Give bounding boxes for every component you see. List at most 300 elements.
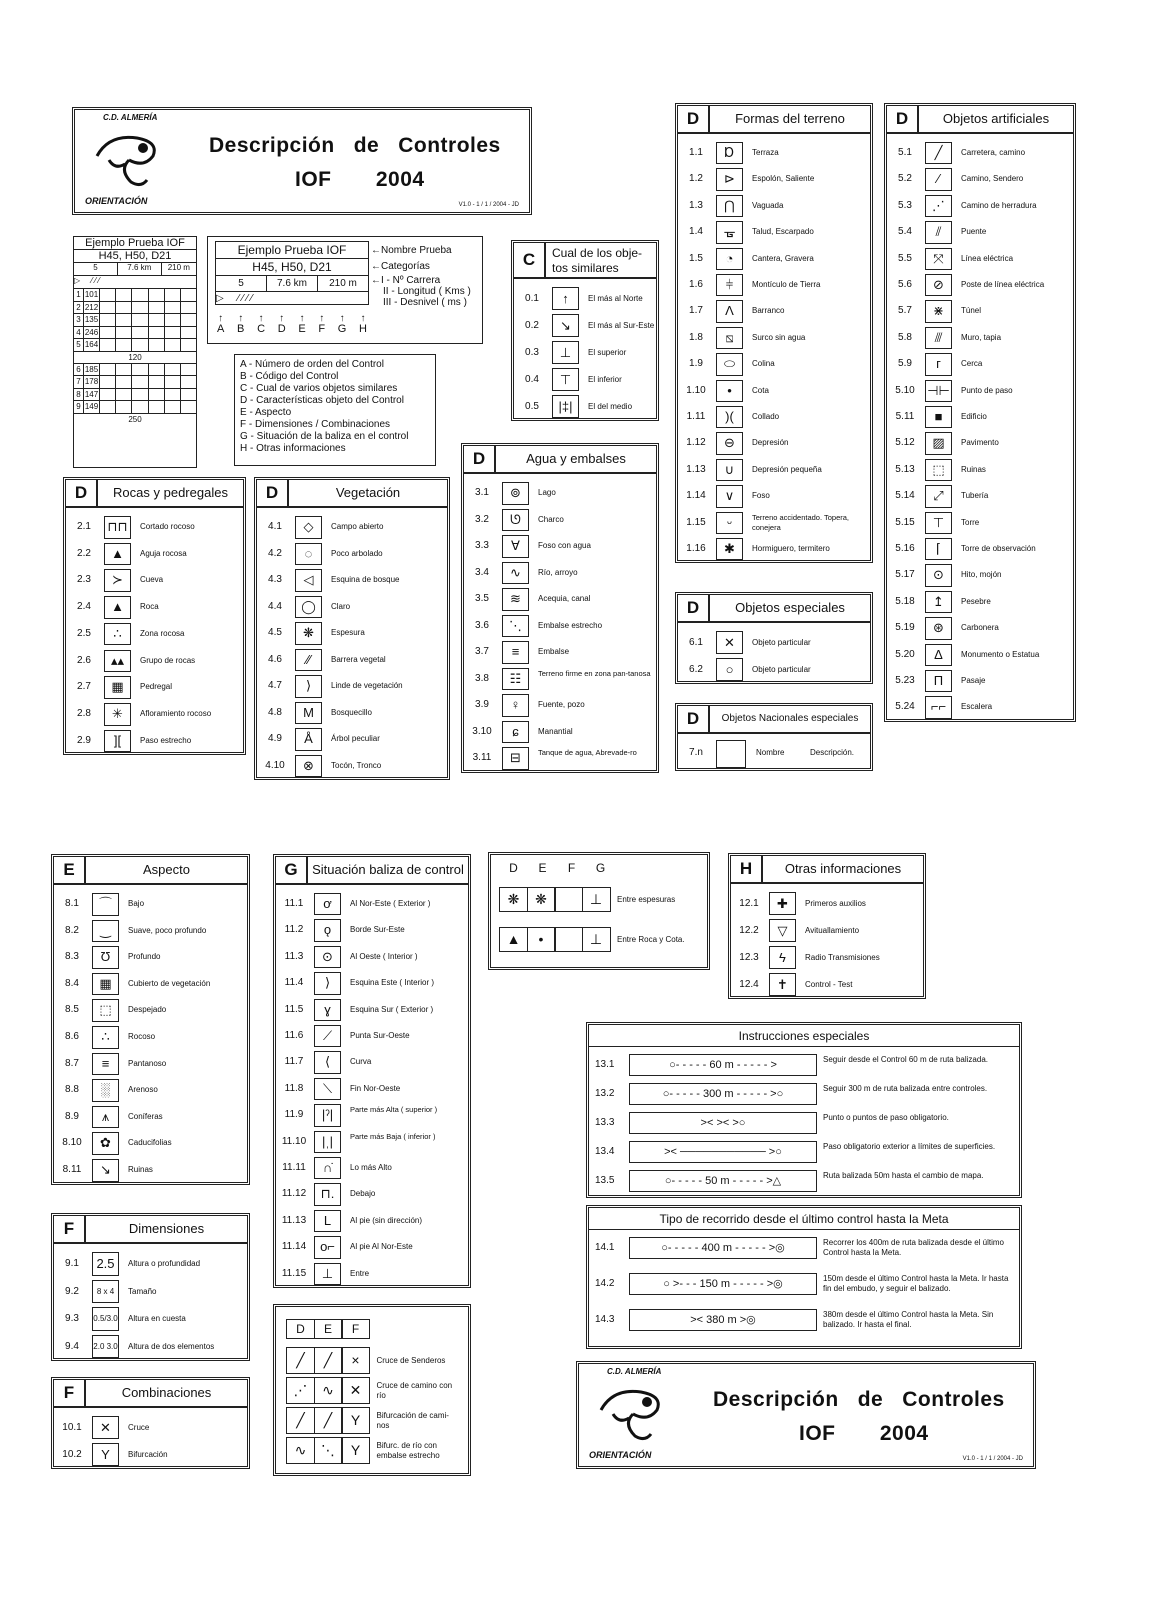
symbol-row [54, 1250, 247, 1278]
symbol-label: Talud, Escarpado [752, 227, 814, 237]
symbol-row [276, 1234, 468, 1260]
instruction-code: 13.3 [595, 1117, 615, 1128]
symbol-label: Río, arroyo [538, 567, 578, 577]
symbol-label: Camino de herradura [961, 200, 1037, 210]
symbol-row [514, 312, 656, 339]
symbol-icon: ✳ [104, 703, 131, 726]
symbol-code: 8.10 [62, 1137, 82, 1149]
example-row: 9 149 [74, 401, 196, 414]
symbol-label: Foso [752, 491, 770, 501]
combo-label: Bifurc. de río con embalse estrecho [376, 1440, 440, 1460]
combo-row [286, 1377, 457, 1404]
panel-title: Vegetación [335, 485, 401, 500]
symbol-row [464, 560, 656, 587]
symbol-row [678, 404, 870, 430]
symbol-label: Parte más Alta ( superior ) [350, 1105, 438, 1115]
panel-header [678, 595, 870, 623]
symbol-icon: ≻ [104, 569, 131, 592]
symbol-row [54, 1414, 247, 1441]
panel-vegetacion [254, 477, 450, 780]
symbol-row [887, 589, 1073, 615]
symbol-code: 6.2 [689, 664, 703, 675]
taped-route-row: 120 [74, 352, 196, 364]
symbol-row [54, 918, 247, 945]
symbol-code: 10.1 [62, 1422, 82, 1433]
symbol-label: Cantera, Gravera [752, 253, 814, 263]
symbol-icon: 8 x 4 [92, 1280, 119, 1304]
symbol-label: Objeto particular [752, 638, 811, 647]
symbol-label: Altura de dos elementos [128, 1341, 215, 1351]
instruction-label: Seguir 300 m de ruta balizada entre controles. [823, 1084, 988, 1093]
symbol-code: 8.4 [65, 977, 79, 989]
combo-cell: ╱ [314, 1407, 343, 1434]
symbol-label: Bosquecillo [331, 707, 372, 717]
symbol-code: 1.9 [689, 358, 703, 370]
symbol-code: 4.9 [268, 733, 282, 744]
instruction-row [593, 1140, 1015, 1164]
symbol-label: Aguja rocosa [140, 548, 187, 558]
column-letter: D [887, 106, 919, 132]
symbol-code: 5.2 [898, 173, 912, 185]
bottom-header-card [576, 1361, 1036, 1469]
panel-header [54, 857, 247, 885]
symbol-code: 5.8 [898, 331, 912, 343]
symbol-icon: ✕ [716, 631, 743, 654]
legend-letter: ↑ F [318, 313, 326, 335]
symbol-icon: ⊤ [552, 368, 579, 391]
combo-label: Cruce de camino con río [376, 1380, 453, 1400]
panel-header [54, 1216, 247, 1244]
symbol-code: 1.6 [689, 279, 703, 290]
symbol-label: Al pie Al Nor-Este [350, 1242, 413, 1252]
symbol-code: 5.6 [898, 279, 912, 290]
symbol-row [887, 351, 1073, 377]
combo-column-header: D [286, 1319, 315, 1339]
symbol-icon: ɕ [502, 721, 529, 744]
page-title-bottom: Descripción de Controles [713, 1388, 1005, 1411]
example-small-course-row: 5 7.6 km 210 m [74, 263, 196, 276]
symbol-code: 11.11 [282, 1162, 306, 1173]
symbol-row [678, 298, 870, 324]
symbol-code: 1.11 [686, 411, 706, 422]
symbol-icon: ⤧ [925, 248, 952, 270]
symbol-icon: Y [92, 1443, 119, 1466]
panel-agua [461, 443, 659, 773]
symbol-row [276, 1076, 468, 1102]
panel-title: Otras informaciones [784, 861, 902, 876]
symbol-label: El inferior [588, 375, 622, 384]
symbol-row [276, 944, 468, 970]
symbol-icon: ∩̇ [314, 1157, 341, 1179]
combo-label: Entre Roca y Cota. [617, 935, 685, 944]
legend-letter: ↑ H [359, 313, 367, 335]
symbol-icon: ▦ [92, 973, 119, 996]
combo-cell: ╱ [286, 1407, 315, 1434]
symbol-icon: ᴦ [925, 353, 952, 375]
symbol-code: 11.5 [284, 1003, 304, 1015]
symbol-icon: ⌈ [925, 538, 952, 560]
symbol-row [678, 246, 870, 272]
symbol-code: 4.8 [268, 706, 282, 718]
symbol-icon: ][ [104, 730, 131, 753]
symbol-icon: 2.0 3.0 [92, 1335, 119, 1359]
symbol-row [257, 620, 447, 647]
column-letter: D [678, 106, 710, 132]
symbol-code: 3.2 [475, 513, 489, 525]
symbol-row [464, 666, 656, 693]
page-subtitle: IOF 2004 [295, 168, 425, 191]
symbol-icon: ⊥ [552, 341, 579, 364]
combo-column-header: D [509, 861, 518, 875]
symbol-icon: L [314, 1210, 341, 1232]
symbol-row [276, 970, 468, 996]
symbol-label: Terreno firme en zona pan-tanosa [538, 668, 651, 678]
symbol-code: 8.6 [65, 1031, 79, 1042]
symbol-icon: ◇ [295, 516, 322, 539]
symbol-icon: ◯ [295, 596, 322, 619]
combo-cell: ⊥ [582, 927, 611, 952]
symbol-row [731, 971, 923, 998]
example-legend-table: Ejemplo Prueba IOF H45, H50, D21 5 7.6 km 210 m ▷ ⁄ ⁄ ⁄ ⁄ [215, 241, 369, 305]
symbol-icon: ⋱ [502, 615, 529, 638]
example-row: 3 135 [74, 314, 196, 327]
symbol-row [678, 219, 870, 245]
symbol-code: 5.10 [895, 384, 915, 396]
legend-longitud: II - Longitud ( Kms ) [383, 286, 471, 297]
symbol-label: Al Nor-Este ( Exterior ) [350, 899, 431, 908]
symbol-row [54, 1333, 247, 1361]
symbol-icon: ▲ [104, 543, 131, 566]
symbol-label: Lago [538, 488, 556, 497]
combo-cell: ⊥ [582, 887, 611, 912]
symbol-icon: ⋇ [925, 300, 952, 322]
symbol-icon: ✝ [769, 973, 796, 996]
combo-cell: ⋱ [314, 1437, 343, 1464]
symbol-code: 3.11 [472, 752, 492, 763]
panel-header [66, 480, 243, 508]
symbol-row [257, 594, 447, 621]
instruction-label: Punto o puntos de paso obligatorio. [823, 1113, 949, 1122]
symbol-icon: ∴ [92, 1026, 119, 1049]
symbol-code: 4.1 [268, 521, 282, 532]
instruction-code: 13.4 [595, 1146, 615, 1157]
combo-column-header: E [314, 1319, 343, 1339]
orientacion-label: ORIENTACIÓN [85, 196, 148, 206]
symbol-icon: ⊓⊓ [104, 516, 131, 539]
symbol-icon: ⁄⁄ [295, 649, 322, 672]
symbol-row [464, 533, 656, 560]
symbol-icon: ɣ [314, 999, 341, 1021]
symbol-row [66, 674, 243, 701]
symbol-code: 8.3 [65, 951, 79, 963]
symbol-row [678, 140, 870, 166]
combo-cell: ⋰ [286, 1377, 315, 1404]
column-legend-item: F - Dimensiones / Combinaciones [240, 419, 391, 430]
symbol-icon: ⊙ [925, 564, 952, 586]
column-letter: H [731, 856, 763, 882]
symbol-icon: ᵕ [716, 512, 743, 534]
column-legend-item: H - Otras informaciones [240, 443, 346, 454]
panel-dimensiones [51, 1213, 250, 1361]
symbol-row [887, 325, 1073, 351]
symbol-code: 1.10 [686, 384, 706, 396]
symbol-icon: ◁ [295, 569, 322, 592]
symbol-code: 4.4 [268, 600, 282, 612]
instruction-symbol: ○- - - - - 400 m - - - - - >◎ [629, 1237, 817, 1259]
symbol-row [887, 272, 1073, 298]
example-row: 8 147 [74, 389, 196, 402]
club-name-bottom: C.D. ALMERÍA [607, 1367, 662, 1376]
panel-header [257, 480, 447, 508]
symbol-row [66, 648, 243, 675]
combo-row [286, 1437, 457, 1464]
combo-cell [554, 887, 583, 912]
symbol-label: Barranco [752, 306, 785, 316]
symbol-icon: ⟋ [314, 1025, 341, 1047]
symbol-icon: ✿ [92, 1132, 119, 1155]
symbol-row [514, 285, 656, 312]
symbol-row [887, 193, 1073, 219]
instruction-label: 150m desde el último Control hasta la Meta. Ir hasta fin del embudo, y seguir el balizado. [823, 1274, 1009, 1293]
combo-label: Cruce de Senderos [376, 1355, 446, 1365]
column-letter: E [54, 857, 86, 883]
legend-letter: ↑ C [257, 313, 266, 335]
symbol-icon: ơ [314, 893, 341, 915]
runner-logo-icon [89, 124, 169, 194]
symbol-icon: ◔ [716, 248, 743, 270]
symbol-icon: )( [716, 406, 743, 428]
orientacion-label-bottom: ORIENTACIÓN [589, 1450, 652, 1460]
panel-title: Objetos especiales [735, 600, 845, 615]
symbol-icon: ↑ [552, 287, 579, 310]
symbol-code: 12.2 [739, 925, 759, 936]
symbol-row [678, 656, 870, 683]
symbol-code: 3.9 [475, 699, 489, 710]
combo-cell: ✕ [341, 1377, 370, 1404]
instruction-row [593, 1082, 1015, 1106]
combo-cell: Y [341, 1407, 370, 1434]
symbol-code: 3.10 [472, 725, 492, 737]
symbol-label: Cueva [140, 575, 164, 585]
symbol-label: Pedregal [140, 682, 173, 692]
combo-cell: ❋ [499, 887, 528, 912]
symbol-code: 11.6 [284, 1030, 304, 1041]
symbol-code: 11.8 [284, 1082, 304, 1094]
symbol-row [54, 1157, 247, 1184]
panel-title: Aspecto [143, 862, 190, 877]
column-letter: F [54, 1216, 86, 1242]
symbol-row [514, 366, 656, 393]
symbol-row [257, 753, 447, 780]
symbol-label: Bifurcación [128, 1450, 168, 1459]
panel-aspecto [51, 854, 250, 1185]
finish-route-panel [586, 1205, 1022, 1349]
symbol-label: Embalse [538, 647, 570, 656]
symbol-code: 4.3 [268, 574, 282, 585]
symbol-icon: • [716, 380, 743, 402]
symbol-label: Roca [140, 602, 159, 612]
column-legend-item: C - Cual de varios objetos similares [240, 383, 398, 394]
symbol-icon: ⋰ [925, 195, 952, 217]
instruction-symbol: ○- - - - - 50 m - - - - - >△ [629, 1170, 817, 1192]
combo-cell: Y [341, 1437, 370, 1464]
symbol-code: 12.1 [739, 898, 759, 909]
symbol-label: Al pie (sin dirección) [350, 1215, 423, 1225]
symbol-code: 0.2 [525, 320, 539, 331]
combo-column-header: G [595, 861, 606, 875]
symbol-label: Rocoso [128, 1032, 156, 1041]
symbol-icon: Π [925, 670, 952, 692]
panel-rocas [63, 477, 246, 755]
symbol-code: 4.10 [265, 759, 285, 771]
symbol-row [887, 642, 1073, 668]
symbol-row [887, 430, 1073, 456]
instruction-symbol: >< 380 m >◎ [629, 1309, 817, 1331]
instruction-symbol: >< ─────────── >○ [629, 1141, 817, 1163]
symbol-code: 5.12 [895, 437, 915, 449]
symbol-row [54, 1051, 247, 1078]
symbol-label: Carbonera [961, 623, 999, 633]
symbol-code: 11.15 [281, 1267, 307, 1279]
combo-column-header: E [538, 861, 547, 875]
symbol-code: 1.15 [686, 516, 706, 528]
column-letter: D [66, 480, 98, 506]
symbol-code: 1.3 [689, 199, 703, 211]
symbol-label: Espesura [331, 628, 365, 637]
symbol-label: Cruce [128, 1423, 150, 1432]
symbol-row [887, 668, 1073, 694]
symbol-row [464, 745, 656, 772]
symbol-label: Esquina de bosque [331, 575, 400, 584]
legend-desnivel: III - Desnivel ( ms ) [383, 297, 467, 308]
symbol-code: 5.7 [898, 305, 912, 317]
symbol-icon: ↘ [92, 1159, 119, 1182]
symbol-icon: ≋ [502, 588, 529, 611]
symbol-row [66, 594, 243, 621]
symbol-icon: Ʊ [92, 946, 119, 969]
symbol-code: 2.9 [77, 734, 91, 746]
symbol-code: 5.23 [895, 675, 915, 686]
symbol-row [678, 430, 870, 456]
symbol-icon: o⌐ [314, 1236, 341, 1258]
symbol-row [887, 166, 1073, 192]
symbol-code: 5.11 [895, 411, 915, 422]
symbol-icon: ⟩ [314, 972, 341, 994]
symbol-label: Altura en cuesta [128, 1314, 186, 1323]
panel-header: D Objetos Nacionales especiales [678, 706, 870, 734]
symbol-code: 1.5 [689, 252, 703, 264]
symbol-label: Fuente, pozo [538, 700, 585, 709]
symbol-icon: Λ [716, 300, 743, 322]
symbol-row [54, 997, 247, 1024]
symbol-label: Terraza [752, 148, 779, 157]
symbol-row [276, 891, 468, 917]
symbol-icon: ⊛ [925, 617, 952, 639]
symbol-icon: ∨ [716, 485, 743, 507]
symbol-label: Primeros auxilios [805, 899, 866, 908]
symbol-row [887, 694, 1073, 720]
symbol-row [678, 272, 870, 298]
legend-letter: ↑ D [277, 313, 286, 335]
symbol-row [54, 1441, 247, 1468]
panel-header [678, 106, 870, 134]
symbol-code: 11.12 [281, 1188, 307, 1200]
symbol-label: Manantial [538, 726, 573, 736]
symbol-icon: ⋂ [716, 195, 743, 217]
example-small-title: Ejemplo Prueba IOF [74, 237, 196, 250]
panel-header [464, 446, 656, 474]
symbol-label: Linde de vegetación [331, 681, 403, 690]
symbol-code: 3.7 [475, 646, 489, 657]
symbol-label: Cota [752, 385, 769, 395]
panel-formas-terreno [675, 103, 873, 563]
symbol-row [66, 567, 243, 594]
symbol-row [66, 541, 243, 568]
example-row: 2 212 [74, 302, 196, 315]
symbol-label: Arenoso [128, 1085, 158, 1095]
symbol-row [678, 193, 870, 219]
symbol-label: Muro, tapia [961, 332, 1002, 342]
symbol-label: Bajo [128, 899, 145, 908]
instruction-symbol: ○- - - - - 60 m - - - - - > [629, 1054, 817, 1076]
symbol-label: Montículo de Tierra [752, 280, 821, 289]
symbol-code: 5.3 [898, 199, 912, 211]
symbol-code: 2.5 [77, 627, 91, 639]
symbol-row: 7.n Nombre Descripción. [678, 738, 870, 768]
symbol-icon: ♀ [502, 694, 529, 717]
symbol-row [54, 1104, 247, 1131]
symbol-icon: ⊖ [716, 432, 743, 454]
symbol-code: 8.2 [65, 924, 79, 936]
symbol-label: Cubierto de vegetación [128, 978, 211, 988]
instruction-label: Seguir desde el Control 60 m de ruta balizada. [823, 1055, 988, 1064]
symbol-icon: ⟍ [314, 1078, 341, 1100]
symbol-icon: ✚ [769, 892, 796, 915]
symbol-code: 5.13 [895, 463, 915, 475]
symbol-code: 9.1 [65, 1258, 79, 1269]
symbol-icon: ▽ [769, 919, 796, 942]
symbol-icon: 2.5 [92, 1252, 119, 1276]
symbol-code: 11.2 [284, 924, 304, 936]
panel-title: Combinaciones [121, 1385, 212, 1400]
example-row: 4 246 [74, 327, 196, 340]
combo-row [499, 927, 685, 952]
symbol-code: 5.24 [895, 701, 915, 713]
symbol-row [887, 298, 1073, 324]
combo-cell: ╱ [286, 1347, 315, 1374]
symbol-code: 3.1 [475, 487, 489, 498]
symbol-code: 2.2 [77, 547, 91, 559]
symbol-icon: ░ [92, 1079, 119, 1102]
symbol-row [464, 719, 656, 746]
symbol-label: Embalse estrecho [538, 620, 603, 630]
symbol-code: 6.1 [689, 637, 703, 648]
symbol-label: Poste de línea eléctrica [961, 280, 1045, 289]
panel-header [276, 857, 468, 885]
club-name: C.D. ALMERÍA [103, 113, 158, 122]
symbol-label: Vaguada [752, 200, 784, 210]
symbol-code: 5.4 [898, 226, 912, 238]
symbol-row [276, 1023, 468, 1049]
column-letter: C [514, 243, 546, 277]
column-legend-item: B - Código del Control [240, 371, 339, 382]
symbol-icon: ᚗ [716, 221, 743, 243]
symbol-icon: ⬚ [92, 999, 119, 1022]
column-legend-item: E - Aspecto [240, 407, 292, 418]
symbol-icon: ⫩ [716, 274, 743, 296]
symbol-label: Profundo [128, 952, 161, 962]
symbol-code: 10.2 [62, 1449, 82, 1460]
